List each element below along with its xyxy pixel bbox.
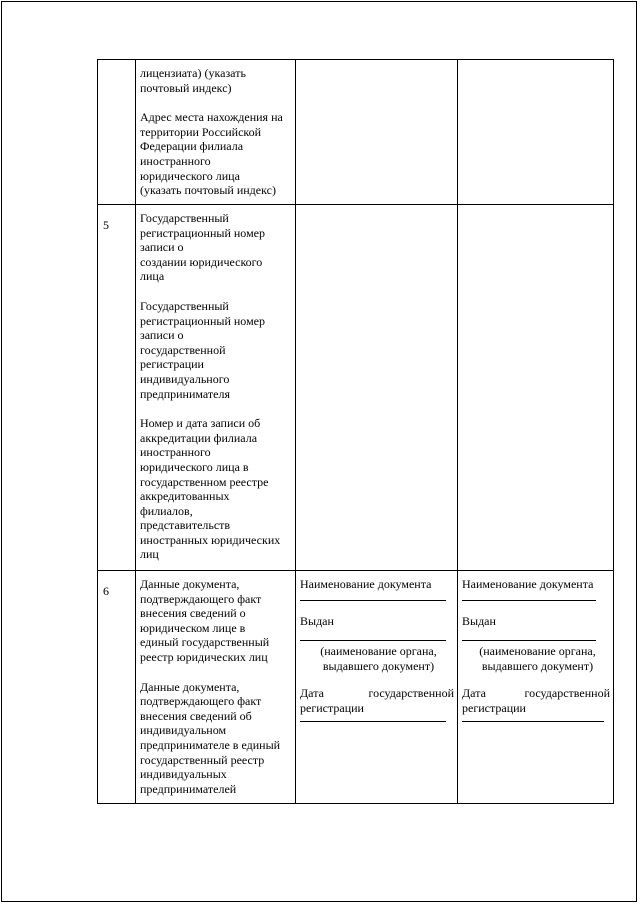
reg-date-label: Дата — [300, 686, 324, 701]
label-line: Данные документа, — [140, 679, 240, 694]
label-line: юридическом лице в — [140, 620, 246, 635]
label-line: индивидуальном — [140, 723, 227, 738]
label-line: иностранных юридических — [140, 532, 281, 547]
label-line: (указать почтовый индекс) — [140, 183, 276, 198]
label-line: лиц — [140, 547, 159, 562]
label-line: предпринимателей — [140, 781, 237, 796]
reg-date-field[interactable] — [300, 721, 446, 722]
issued-label: Выдан — [300, 613, 334, 628]
label-line: Государственный — [140, 211, 229, 225]
label-line: государственный реестр — [140, 752, 265, 767]
label-line: внесения сведений об — [140, 708, 252, 723]
value-cell-1[interactable] — [296, 205, 458, 571]
label-line: единый государственный — [140, 635, 270, 650]
row-label-cell — [136, 60, 296, 205]
table-row — [98, 60, 614, 205]
label-line: Федерации филиала — [140, 139, 244, 154]
doc-name-field[interactable] — [300, 600, 446, 601]
value-cell-1[interactable] — [296, 60, 458, 205]
label-line: записи о — [140, 240, 184, 255]
issued-label: Выдан — [462, 613, 496, 628]
label-line: создании юридического — [140, 254, 263, 269]
issued-field[interactable] — [462, 640, 596, 641]
value-cell-2[interactable] — [458, 205, 614, 571]
reg-date-label: регистрации — [462, 700, 526, 715]
label-line: государственном реестре — [140, 474, 269, 489]
label-line: Данные документа, — [140, 577, 240, 591]
label-line: почтовый индекс) — [140, 80, 232, 95]
label-line: реестр юридических лиц — [140, 649, 268, 664]
label-line: государственной — [140, 342, 226, 357]
label-line: подтверждающего факт — [140, 694, 262, 709]
label-line: юридического лица — [140, 168, 240, 183]
label-line: внесения сведений о — [140, 606, 246, 621]
issuer-hint: (наименование органа, — [479, 644, 596, 659]
label-line: индивидуального — [140, 371, 230, 386]
label-line: филиалов, — [140, 503, 193, 518]
label-line: представительств — [140, 518, 231, 533]
doc-name-label: Наименование документа — [300, 577, 432, 591]
doc-name-label: Наименование документа — [462, 577, 594, 591]
reg-date-label: регистрации — [300, 700, 364, 715]
row-number: 6 — [98, 571, 136, 804]
row-label-cell — [136, 205, 296, 571]
doc-name-field[interactable] — [462, 600, 596, 601]
row-number: 5 — [98, 205, 136, 571]
table-row — [98, 205, 614, 571]
label-line: территории Российской — [140, 124, 262, 139]
label-line: Номер и дата записи об — [140, 416, 261, 431]
label-line: регистрационный номер — [140, 313, 265, 328]
label-line: регистрации — [140, 357, 204, 372]
value-cell-2[interactable] — [458, 60, 614, 205]
row-label-cell — [136, 571, 296, 804]
reg-date-label: государственной — [368, 686, 454, 701]
issuer-hint: (наименование органа, — [320, 644, 437, 659]
issuer-hint: выдавшего документ) — [322, 658, 435, 673]
label-line: подтверждающего факт — [140, 591, 262, 606]
issued-field[interactable] — [300, 640, 446, 641]
label-line: иностранного — [140, 153, 211, 168]
label-line: предпринимателя — [140, 386, 230, 401]
label-line: Государственный — [140, 298, 229, 313]
form-table — [97, 59, 614, 804]
reg-date-label: государственной — [524, 686, 610, 701]
reg-date-label: Дата — [462, 686, 486, 701]
label-line: индивидуальных — [140, 767, 227, 782]
row-number — [98, 60, 136, 205]
label-line: лица — [140, 269, 165, 284]
label-line: лицензиата) (указать — [140, 66, 246, 80]
value-cell-2 — [458, 571, 614, 804]
table-row — [98, 571, 614, 804]
label-line: аккредитации филиала — [140, 430, 258, 445]
reg-date-field[interactable] — [462, 721, 604, 722]
issuer-hint: выдавшего документ) — [481, 658, 594, 673]
label-line: предпринимателе в единый — [140, 737, 281, 752]
label-line: записи о — [140, 328, 184, 343]
label-line: аккредитованных — [140, 489, 230, 504]
value-cell-1 — [296, 571, 458, 804]
label-line: юридического лица в — [140, 459, 249, 474]
label-line: Адрес места нахождения на — [140, 110, 283, 125]
label-line: регистрационный номер — [140, 225, 265, 240]
label-line: иностранного — [140, 445, 211, 460]
